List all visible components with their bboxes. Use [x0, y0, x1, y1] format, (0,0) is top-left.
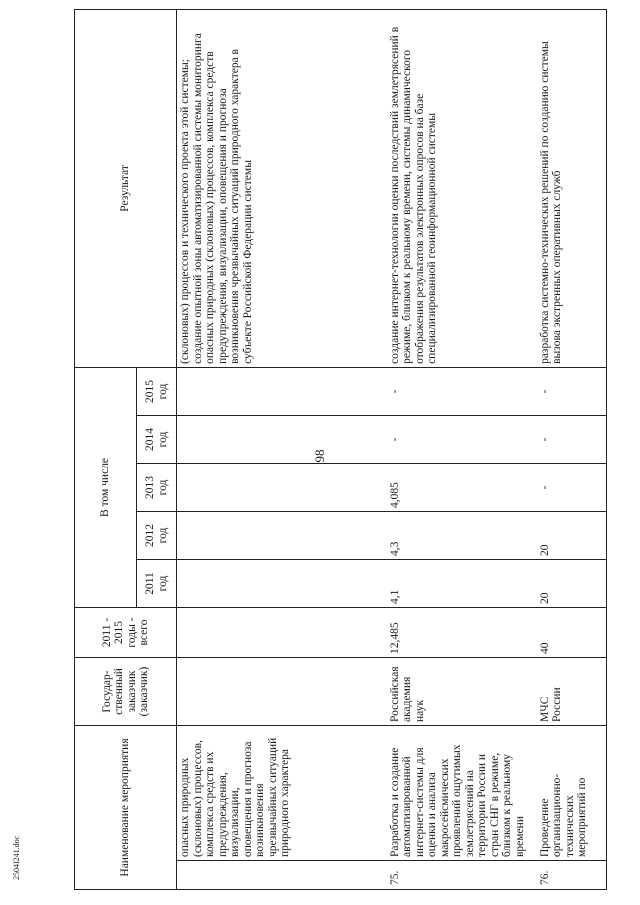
header-total: 2011 - 2015 годы - всего — [74, 607, 176, 657]
row-2013: - — [536, 463, 606, 511]
row-total: 40 — [536, 607, 606, 657]
row-customer: Российская академия наук — [386, 657, 536, 725]
footer-filename: 2504I241.doc — [12, 835, 21, 880]
row-result: создание интернет-технологии оценки последствий землетрясений в режиме, близком к реальному времени, системы динамического отображения результатов электронных опросов на базе специализированной геоинформационной системы — [386, 9, 536, 367]
header-result: Результат — [74, 9, 176, 367]
row-name: опасных природных (склоновых) процессов, комплекса средств их предупреждения, визуализации, оповещения и прогноза возникновения чрезвычайных ситуаций природного характера — [176, 725, 386, 860]
row-name: Разработка и создание автоматизированной интернет-системы для оценки и анализа макросейсмических проявлений ощутимых землетрясений на территории России и стран СНГ в режиме, близком к реальному времени — [386, 725, 536, 860]
page-number: 98 — [312, 449, 327, 463]
row-2011: 20 — [536, 559, 606, 607]
row-2015 — [176, 367, 386, 415]
table-row — [386, 9, 536, 889]
row-2014: - — [386, 415, 536, 463]
row-2014: - — [536, 415, 606, 463]
header-2011: 2011 год — [136, 559, 176, 607]
row-2012: 4,3 — [386, 511, 536, 559]
table-row — [536, 9, 606, 889]
header-2014: 2014 год — [136, 415, 176, 463]
header-customer: Государ-ственный заказчик (заказчик) — [74, 657, 176, 725]
header-name: Наименование мероприятия — [74, 725, 176, 889]
row-2011 — [176, 559, 386, 607]
row-2014 — [176, 415, 386, 463]
row-2011: 4,1 — [386, 559, 536, 607]
header-including: В том числе — [74, 367, 136, 607]
row-2013: 4,085 — [386, 463, 536, 511]
header-2015: 2015 год — [136, 367, 176, 415]
row-number: 76. — [536, 860, 606, 889]
row-total — [176, 607, 386, 657]
row-customer — [176, 657, 386, 725]
header-2013: 2013 год — [136, 463, 176, 511]
row-name: Проведение организационно-технических мероприятий по — [536, 725, 606, 860]
row-total: 12,485 — [386, 607, 536, 657]
row-2015: - — [536, 367, 606, 415]
table-row — [176, 9, 386, 889]
row-2012 — [176, 511, 386, 559]
header-2012: 2012 год — [136, 511, 176, 559]
row-2012: 20 — [536, 511, 606, 559]
row-result: (склоновых) процессов и технического проекта этой системы; создание опытной зоны автоматизированной системы мониторинга опасных природных (склоновых) процессов, комплекса средств предупреждения, визуализации, оповещения и прогноза возникновения чрезвычайных ситуаций природного характера в субъекте Российской Федерации системы — [176, 9, 386, 367]
row-customer: МЧС России — [536, 657, 606, 725]
row-result: разработка системно-технических решений по созданию системы вызова экстренных оперативных служб — [536, 9, 606, 367]
row-number: 75. — [386, 860, 536, 889]
row-2013 — [176, 463, 386, 511]
row-number — [176, 860, 386, 889]
row-2015: - — [386, 367, 536, 415]
programme-table — [74, 8, 607, 889]
